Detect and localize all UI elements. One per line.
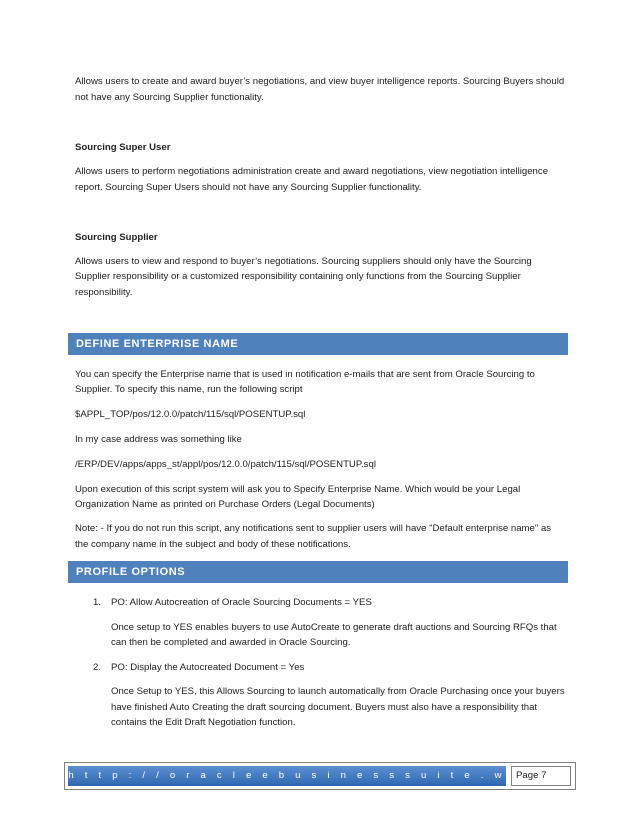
- footer-url[interactable]: h t t p : / / o r a c l e e b u s i n e s s s u i t e . w o r d p r e s s . c o m /: [68, 770, 506, 801]
- super-user-line-1: Allows users to perform negotiations administration create and award negotiations, view negotiation intelligence: [75, 166, 549, 177]
- supplier-line-2: Supplier responsibility or a customized responsibility containing only functions from the Sourcing Supplier: [75, 271, 521, 282]
- profile-item-1-number: 1.: [93, 597, 102, 608]
- enterprise-p1-line-2: Supplier. To specify this name, run the following script: [75, 384, 303, 395]
- enterprise-p2-line-1: Upon execution of this script system will ask you to Specify Enterprise Name. Which would be your Legal: [75, 484, 521, 495]
- profile-item-2-desc-line-2: have finished Auto Creating the draft sourcing document. Buyers must also have a responsibility that: [111, 702, 538, 713]
- section-title-profile: PROFILE OPTIONS: [76, 566, 186, 578]
- profile-item-1-desc-line-2: can then be completed and awarded in Oracle Sourcing.: [111, 637, 351, 648]
- section-title-enterprise: DEFINE ENTERPRISE NAME: [76, 338, 239, 350]
- enterprise-script-path: $APPL_TOP/pos/12.0.0/patch/115/sql/POSENTUP.sql: [75, 409, 306, 420]
- enterprise-p1-line-1: You can specify the Enterprise name that is used in notification e-mails that are sent from Oracle Sourcing to: [75, 369, 535, 380]
- profile-item-2-desc-line-1: Once Setup to YES, this Allows Sourcing to launch automatically from Oracle Purchasing once your buyers: [111, 686, 565, 697]
- intro-line-2: not have any Sourcing Supplier functionality.: [75, 92, 264, 103]
- enterprise-note-line-2: the company name in the subject and body of these notifications.: [75, 539, 351, 550]
- section-bar-enterprise: [68, 333, 568, 355]
- supplier-line-3: responsibility.: [75, 287, 133, 298]
- super-user-heading: Sourcing Super User: [75, 142, 171, 153]
- enterprise-p2-line-2: Organization Name as printed on Purchase Orders (Legal Documents): [75, 499, 375, 510]
- profile-item-2-number: 2.: [93, 662, 102, 673]
- enterprise-note-line-1: Note: - If you do not run this script, any notifications sent to supplier users will have "Default enterprise name" as: [75, 523, 552, 534]
- enterprise-case-text: In my case address was something like: [75, 434, 242, 445]
- super-user-line-2: report. Sourcing Super Users should not have any Sourcing Supplier functionality.: [75, 182, 422, 193]
- footer-url-bar: [68, 766, 506, 801]
- profile-item-1-title: PO: Allow Autocreation of Oracle Sourcing Documents = YES: [111, 597, 372, 608]
- profile-item-2-desc-line-3: contains the Edit Draft Negotiation function.: [111, 717, 296, 728]
- section-bar-profile: [68, 561, 568, 583]
- intro-line-1: Allows users to create and award buyer’s negotiations, and view buyer intelligence reports. Sourcing Buyers should: [75, 76, 565, 87]
- profile-item-1-desc-line-1: Once setup to YES enables buyers to use AutoCreate to generate draft auctions and Sourcing RFQs that: [111, 622, 557, 633]
- page-footer: [64, 762, 576, 801]
- profile-item-2-title: PO: Display the Autocreated Document = Yes: [111, 662, 305, 673]
- enterprise-case-path: /ERP/DEV/apps/apps_st/appl/pos/12.0.0/patch/115/sql/POSENTUP.sql: [75, 459, 376, 470]
- supplier-line-1: Allows users to view and respond to buyer’s negotiations. Sourcing suppliers should only have the Sourcing: [75, 256, 532, 267]
- footer-page-number: Page 7: [511, 766, 571, 786]
- supplier-heading: Sourcing Supplier: [75, 232, 158, 243]
